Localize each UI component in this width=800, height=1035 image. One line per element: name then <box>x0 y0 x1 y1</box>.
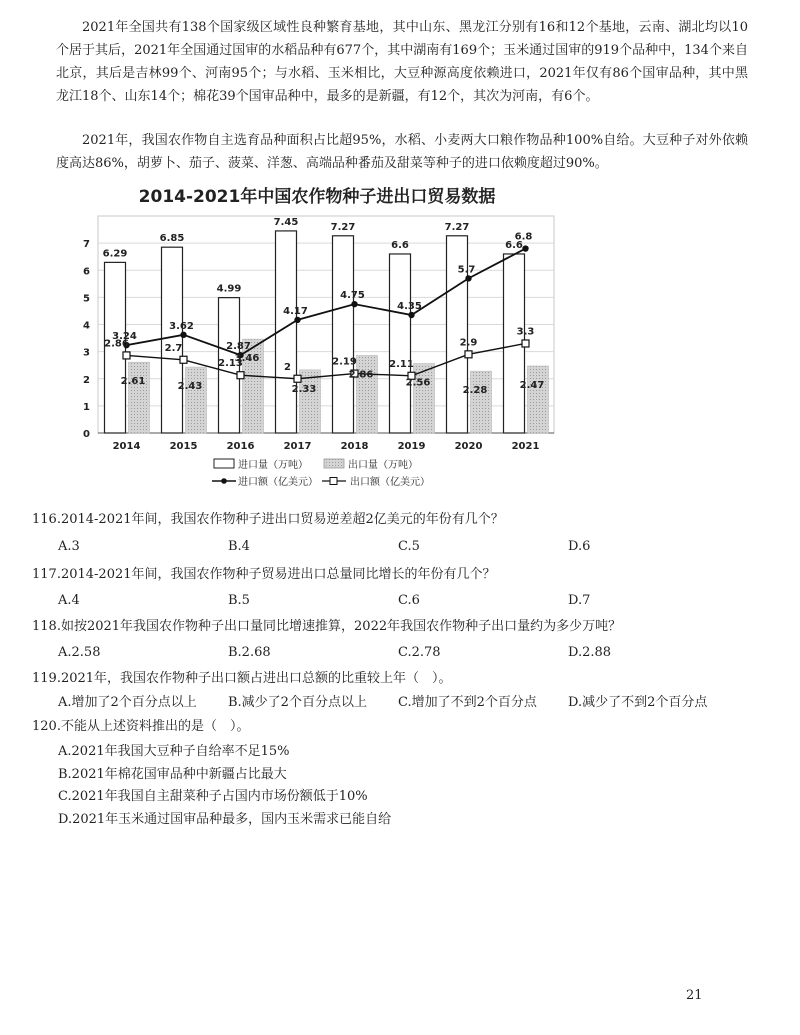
bar-import-label: 6.6 <box>505 239 523 251</box>
bar-import-label: 6.85 <box>159 233 185 245</box>
y-tick-label: 1 <box>83 401 90 413</box>
bar-import-volume <box>390 254 411 433</box>
bar-import-label: 7.27 <box>444 221 470 233</box>
line-import-label: 4.17 <box>283 305 308 317</box>
line-export-label: 2.19 <box>332 356 357 368</box>
paragraph-breeding-bases: 2021年全国共有138个国家级区域性良种繁育基地，其中山东、黑龙江分别有16和12个基地，云南、湖北均以10个居于其后，2021年全国通过国审的水稻品种有677个，其中湖南有169个；玉米通过国审的919个品种中，134个来自北京，其后是吉林99个、河南95个；与水稻、玉米相比，大豆种源高度依赖进口，2021年仅有86个国审品种，其中黑龙江18个、山东14个；棉花39个国审品种中，最多的是新疆，有12个，其次为河南，有6个。 <box>56 20 748 104</box>
question-119-stem: 119.2021年，我国农作物种子出口额占进出口总额的比重较上年（ ）。 <box>32 671 452 686</box>
point-export-value <box>123 352 130 359</box>
point-export-value <box>522 340 529 347</box>
page-number: 21 <box>686 988 703 1003</box>
x-tick-label: 2020 <box>454 441 483 452</box>
bar-export-volume <box>186 367 207 433</box>
bar-export-volume <box>129 362 150 433</box>
bar-export-label: 2.56 <box>405 377 431 389</box>
question-117-option-b[interactable]: B.5 <box>228 593 250 608</box>
bar-export-label: 3.46 <box>234 353 260 365</box>
line-import-label: 2.87 <box>226 341 251 353</box>
seed-trade-chart <box>62 180 572 498</box>
question-120-option-a[interactable]: A.2021年我国大豆种子自给率不足15% <box>58 744 290 759</box>
legend-swatch-export-volume <box>324 459 344 468</box>
x-axis-ticks <box>113 441 540 452</box>
line-export-label: 2 <box>284 361 291 373</box>
bar-import-volume <box>333 236 354 433</box>
line-import-label: 4.75 <box>340 290 365 302</box>
y-tick-label: 3 <box>83 347 90 359</box>
x-tick-label: 2018 <box>340 441 369 452</box>
question-117-option-d[interactable]: D.7 <box>568 593 591 608</box>
bar-export-label: 2.28 <box>462 385 488 397</box>
line-import-label: 5.7 <box>457 264 476 276</box>
bar-export-label: 2.61 <box>120 376 146 388</box>
bar-export-volume <box>471 371 492 433</box>
line-import-label: 6.8 <box>514 231 533 243</box>
question-118-option-a[interactable]: A.2.58 <box>58 645 101 660</box>
question-120-option-c[interactable]: C.2021年我国自主甜菜种子占国内市场份额低于10% <box>58 789 368 804</box>
legend-marker-import-value <box>221 478 227 484</box>
bar-export-label: 2.86 <box>348 369 374 381</box>
y-tick-label: 5 <box>83 293 90 305</box>
bar-export-label: 2.43 <box>177 381 203 393</box>
point-import-value <box>294 317 300 323</box>
question-117-option-c[interactable]: C.6 <box>398 593 420 608</box>
question-116-stem: 116.2014-2021年间，我国农作物种子进出口贸易逆差超2亿美元的年份有几个？ <box>32 512 504 527</box>
point-import-value <box>522 245 528 251</box>
question-120-stem: 120.不能从上述资料推出的是（ ）。 <box>32 719 250 734</box>
paragraph-self-sufficiency: 2021年，我国农作物自主选育品种面积占比超95%，水稻、小麦两大口粮作物品种100%自给。大豆种子对外依赖度高达86%，胡萝卜、茄子、菠菜、洋葱、高端品种番茄及甜菜等种子的进口依赖度超过90%。 <box>56 133 748 171</box>
bar-import-volume <box>504 254 525 433</box>
x-tick-label: 2019 <box>397 441 426 452</box>
bar-import-label: 7.27 <box>330 221 356 233</box>
point-export-value <box>294 375 301 382</box>
question-119-option-d[interactable]: D.减少了不到2个百分点 <box>568 695 708 710</box>
bar-export-volume <box>528 366 549 433</box>
line-import-label: 3.24 <box>112 331 137 343</box>
legend-label-import-value: 进口额（亿美元） <box>238 477 318 488</box>
bar-import-label: 6.6 <box>391 239 409 251</box>
chart-title: 2014-2021年中国农作物种子进出口贸易数据 <box>138 187 496 207</box>
y-tick-label: 0 <box>83 429 90 440</box>
point-export-value <box>237 372 244 379</box>
x-tick-label: 2016 <box>226 441 255 452</box>
question-120-option-d[interactable]: D.2021年玉米通过国审品种最多，国内玉米需求已能自给 <box>58 811 392 827</box>
bar-import-label: 4.99 <box>216 283 242 295</box>
question-118-option-c[interactable]: C.2.78 <box>398 645 441 660</box>
line-export-label: 2.86 <box>104 338 129 350</box>
question-116-option-d[interactable]: D.6 <box>568 539 591 554</box>
question-119-option-c[interactable]: C.增加了不到2个百分点 <box>398 695 537 710</box>
chart-bars <box>102 231 549 433</box>
y-tick-label: 4 <box>83 320 90 332</box>
question-119-option-b[interactable]: B.减少了2个百分点以上 <box>228 695 367 710</box>
bar-export-volume <box>300 370 321 433</box>
point-import-value <box>351 301 357 307</box>
line-import-label: 4.35 <box>397 301 422 313</box>
bar-export-volume <box>357 355 378 433</box>
x-tick-label: 2017 <box>283 441 312 452</box>
line-export-label: 2.9 <box>459 337 478 349</box>
bar-export-label: 2.47 <box>519 380 545 392</box>
point-import-value <box>180 332 186 338</box>
bar-export-label: 2.33 <box>291 383 317 395</box>
legend-marker-export-value <box>330 478 337 485</box>
legend-label-import-volume: 进口量（万吨） <box>238 460 308 471</box>
y-axis-ticks <box>83 239 90 440</box>
x-tick-label: 2014 <box>112 441 141 452</box>
bar-import-label: 7.45 <box>273 216 299 228</box>
question-117-option-a[interactable]: A.4 <box>58 593 80 608</box>
bar-import-volume <box>162 247 183 433</box>
legend-label-export-value: 出口额（亿美元） <box>350 477 430 488</box>
line-export-label: 3.3 <box>516 326 535 338</box>
point-export-value <box>465 351 472 358</box>
bar-import-label: 6.29 <box>102 248 128 260</box>
x-tick-label: 2015 <box>169 441 198 452</box>
point-export-value <box>180 356 187 363</box>
question-116-option-b[interactable]: B.4 <box>228 539 250 554</box>
question-120-option-b[interactable]: B.2021年棉花国审品种中新疆占比最大 <box>58 766 287 782</box>
legend-swatch-import-volume <box>214 459 234 468</box>
question-119-option-a[interactable]: A.增加了2个百分点以上 <box>58 695 197 710</box>
y-tick-label: 2 <box>83 374 90 386</box>
question-116-option-c[interactable]: C.5 <box>398 539 420 554</box>
y-tick-label: 7 <box>83 239 90 251</box>
legend-label-export-volume: 出口量（万吨） <box>348 460 418 471</box>
question-116-option-a[interactable]: A.3 <box>58 539 80 554</box>
question-118-stem: 118.如按2021年我国农作物种子出口量同比增速推算，2022年我国农作物种子出口量约为多少万吨？ <box>32 619 622 634</box>
line-export-label: 2.11 <box>389 358 414 370</box>
question-117-stem: 117.2014-2021年间，我国农作物种子贸易进出口总量同比增长的年份有几个？ <box>32 567 496 582</box>
question-118-option-b[interactable]: B.2.68 <box>228 645 271 660</box>
question-118-option-d[interactable]: D.2.88 <box>568 645 612 660</box>
line-export-label: 2.7 <box>164 342 183 354</box>
line-import-label: 3.62 <box>169 320 194 332</box>
point-import-value <box>465 275 471 281</box>
point-import-value <box>408 312 414 318</box>
x-tick-label: 2021 <box>511 441 540 452</box>
line-export-label: 2.13 <box>218 358 243 370</box>
y-tick-label: 6 <box>83 266 90 278</box>
chart-legend <box>212 458 430 488</box>
